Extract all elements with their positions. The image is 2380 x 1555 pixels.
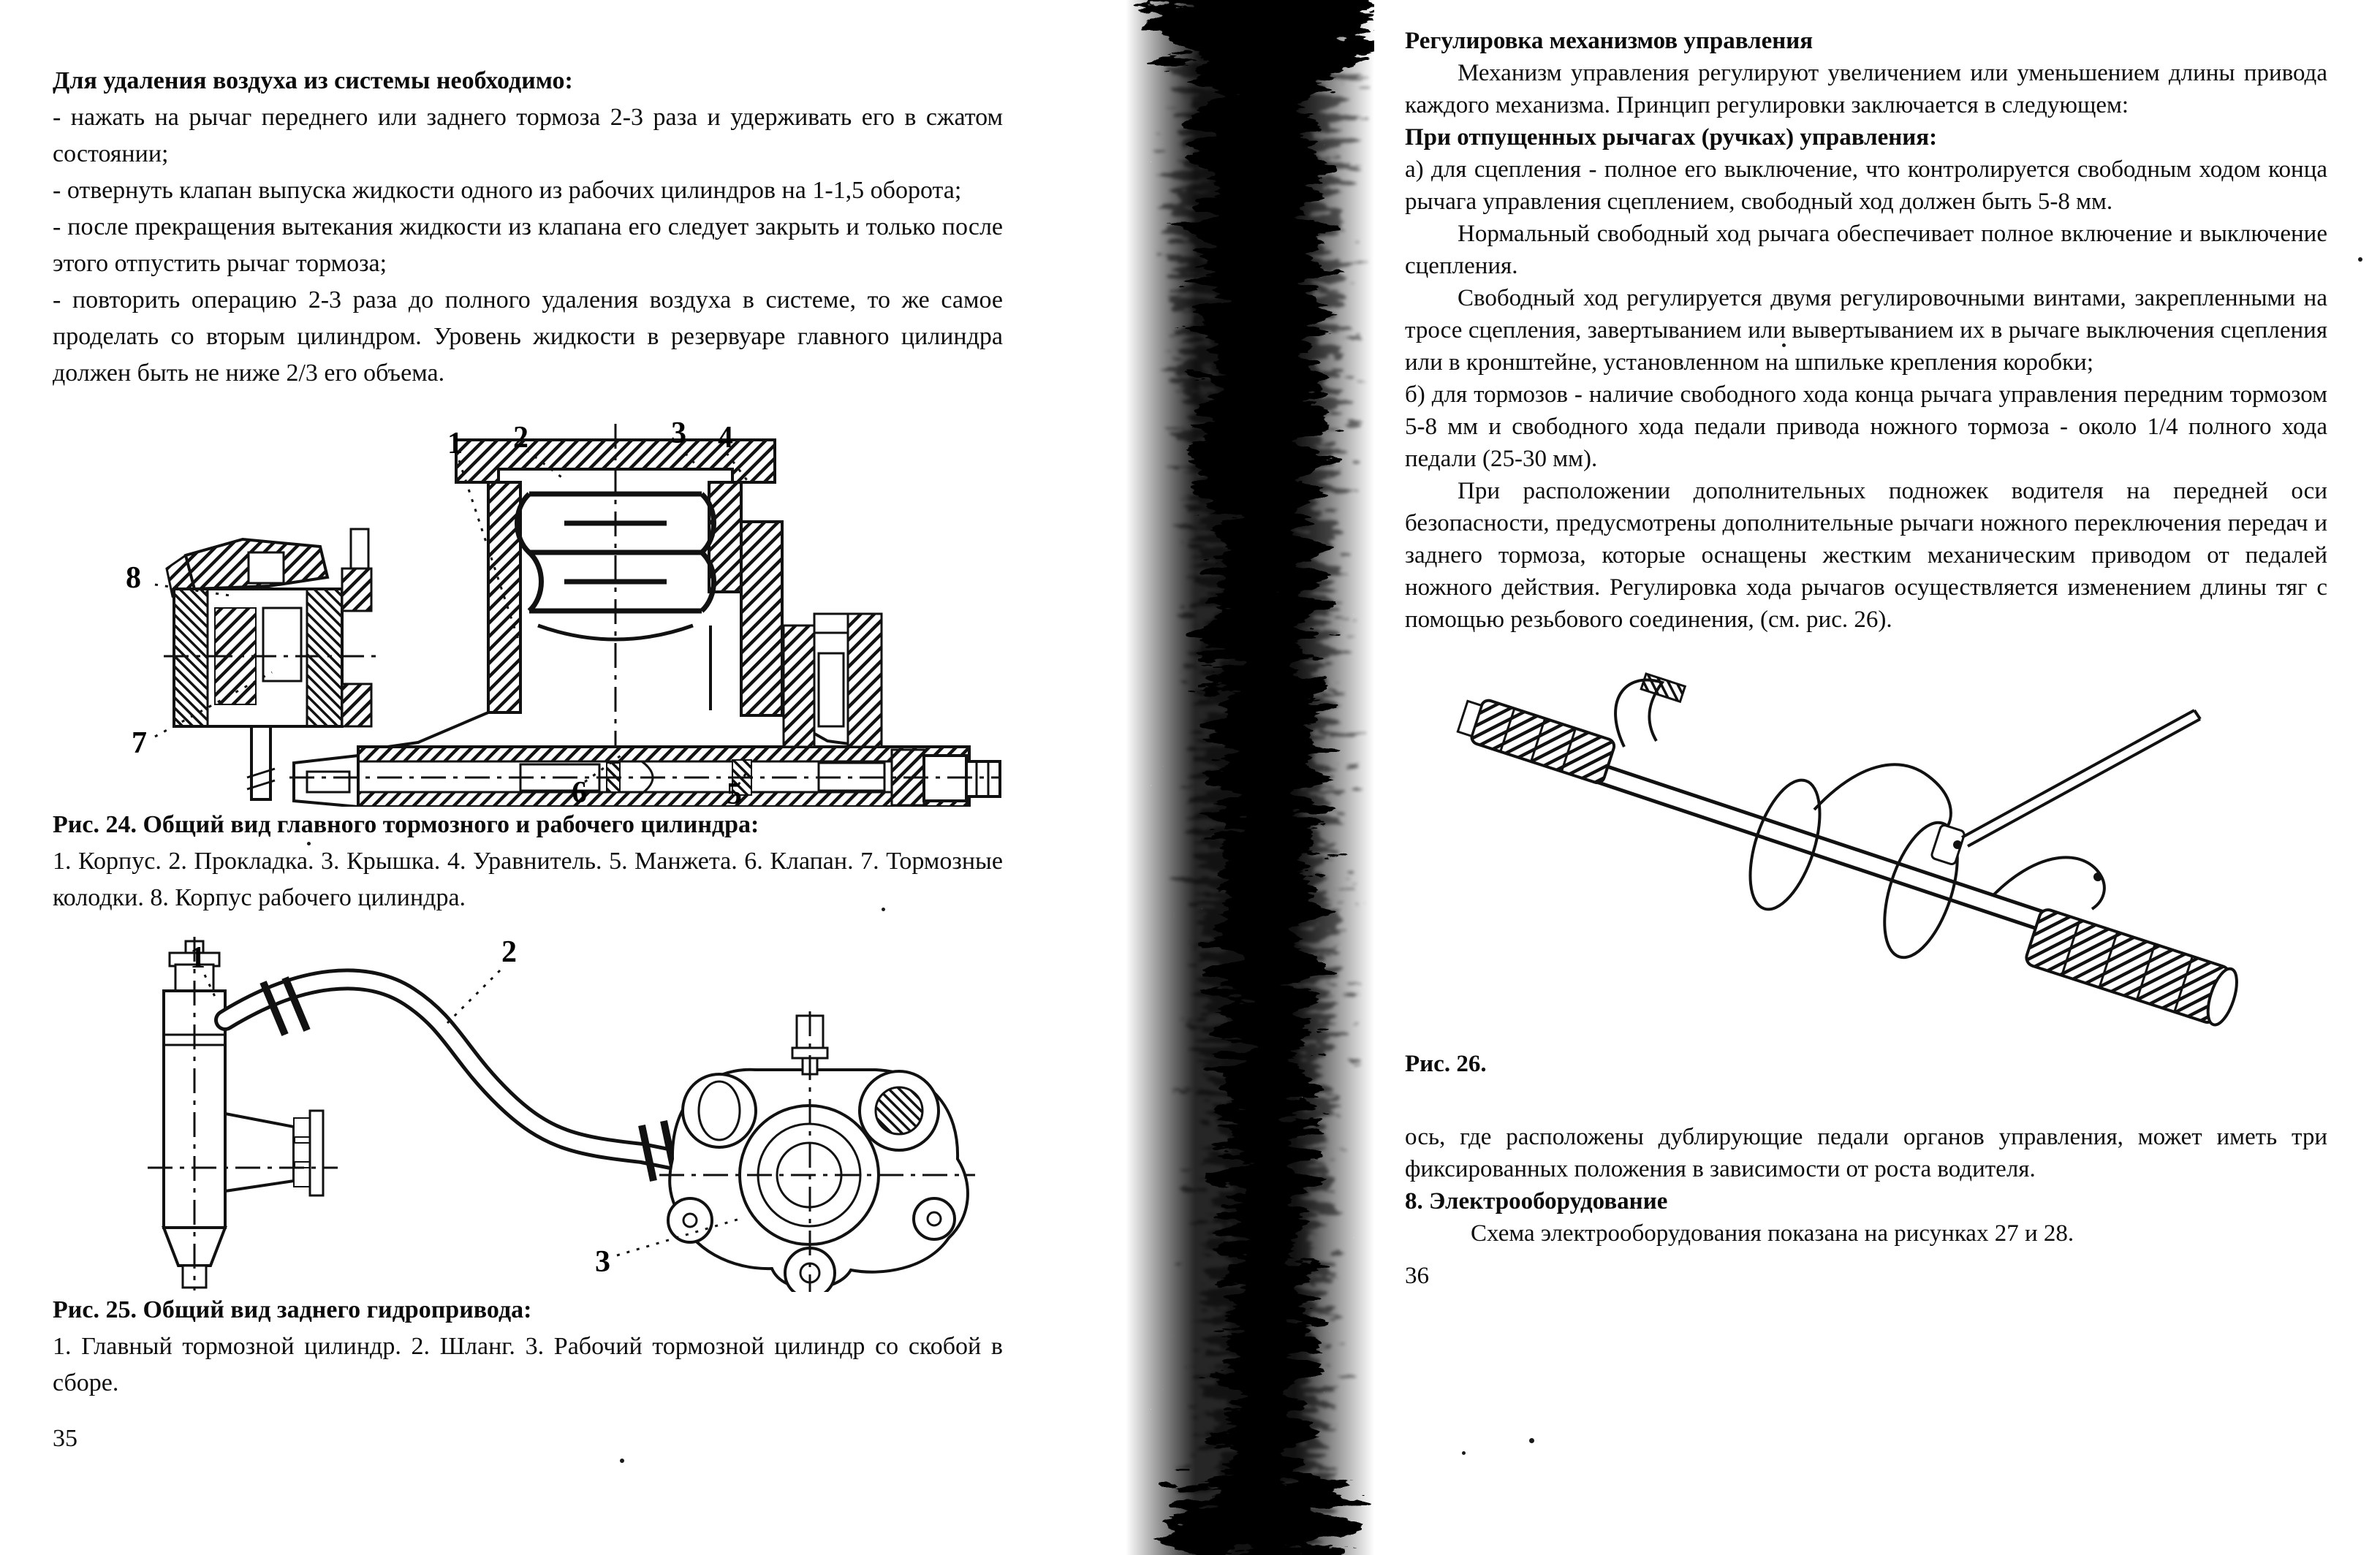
scan-speck — [307, 842, 311, 845]
bullet-repeat: - повторить операцию 2-3 раза до полного удаления воздуха в системе, то же самое проделать со вторым цилиндром. Уровень жидкости в резервуаре главного цилиндра должен быть не ниже 2/3 его объема. — [53, 286, 1003, 387]
fig24-callout-3: 3 — [671, 417, 686, 450]
para-normal-free-play: Нормальный свободный ход рычага обеспечивает полное включение и выключение сцепления. — [1405, 221, 2327, 279]
scan-speck — [620, 1459, 624, 1463]
left-intro-heading: Для удаления воздуха из системы необходимо: — [53, 67, 573, 94]
fig24-callout-5: 5 — [727, 778, 742, 807]
scan-speck — [1782, 343, 1786, 347]
left-grip — [1456, 694, 1616, 785]
scan-speck — [882, 908, 885, 911]
right-page-number: 36 — [1405, 1263, 1429, 1289]
para-wiring-diagram: Схема электрооборудования показана на рисунках 27 и 28. — [1471, 1220, 2074, 1247]
para-mechanism-adjust: Механизм управления регулируют увеличением или уменьшением длины привода каждого механизма. Принцип регулировки заключается в следующем: — [1405, 60, 2327, 118]
para-free-play-adjust: Свободный ход регулируется двумя регулировочными винтами, закрепленными на тросе сцепления, завертыванием или вывертыванием их в рычаге выключения сцепления или в кронштейне, установленном на шпильке крепления коробки; — [1405, 285, 2327, 376]
bullet-close-valve: - после прекращения вытекания жидкости из клапана его следует закрыть и только после этого отпустить рычаг тормоза; — [53, 213, 1003, 277]
rear-caliper — [659, 1011, 975, 1292]
left-pedal — [1641, 674, 1685, 702]
binding-gutter-shadow — [1126, 0, 1374, 1555]
para-released-levers: При отпущенных рычагах (ручках) управления: — [1405, 124, 1938, 151]
figure-24-drawing — [53, 412, 1003, 807]
fig25-callout-1: 1 — [190, 941, 205, 975]
fig24-callout-2: 2 — [513, 421, 528, 455]
fig24-callout-8: 8 — [126, 561, 141, 595]
fig24-callout-6: 6 — [572, 776, 587, 807]
scan-speck — [1529, 1438, 1534, 1443]
pivot-screw-rear — [2093, 872, 2102, 881]
right-grip — [2024, 908, 2243, 1028]
chapter-8-heading: 8. Электрооборудование — [1405, 1188, 1668, 1214]
left-page — [53, 63, 1003, 1457]
figure-24-caption: Рис. 24. Общий вид главного тормозного и рабочего цилиндра: — [53, 811, 759, 838]
bullet-open-valve: - отвернуть клапан выпуска жидкости одного из рабочих цилиндров на 1-1,5 оборота; — [53, 177, 962, 204]
figure-26-drawing — [1405, 653, 2327, 1048]
fig24-callout-4: 4 — [718, 421, 733, 455]
fig25-callout-3: 3 — [595, 1245, 610, 1279]
fig24-callout-7: 7 — [132, 726, 147, 760]
scan-speck — [2358, 257, 2362, 262]
figure-25-caption: Рис. 25. Общий вид заднего гидропривода: — [53, 1296, 532, 1323]
figure-26-caption: Рис. 26. — [1405, 1051, 1487, 1077]
para-extra-footpegs: При расположении дополнительных подножек водителя на передней оси безопасности, предусмотрены дополнительные рычаги ножного переключения передач и заднего тормоза, которые оснащены жестким механическим приводом от педалей ножного действия. Регулировка хода рычагов осуществляется изменением длины тяг с помощью резьбового соединения, (см. рис. 26). — [1405, 478, 2327, 633]
master-cylinder-section — [289, 424, 1001, 807]
right-section-title: Регулировка механизмов управления — [1405, 28, 1814, 54]
item-a-clutch: а) для сцепления - полное его выключение, что контролируется свободным ходом конца рычага управления сцеплением, свободный ход должен быть 5-8 мм. — [1405, 156, 2327, 215]
adjusting-rod — [1962, 710, 2200, 846]
item-b-brakes: б) для тормозов - наличие свободного хода конца рычага управления передним тормозом 5-8 мм и свободного хода педали привода ножного тормоза - около 1/4 полного хода педали (25-30 мм). — [1405, 381, 2327, 472]
para-axis-positions: ось, где расположены дублирующие педали органов управления, может иметь три фиксированных положения в зависимости от роста водителя. — [1405, 1124, 2327, 1182]
bullet-press-lever: - нажать на рычаг переднего или заднего тормоза 2-3 раза и удерживать его в сжатом состоянии; — [53, 104, 1003, 167]
fig25-callout-2: 2 — [501, 935, 517, 969]
pivot-screw-front — [1953, 840, 1962, 849]
left-page-number: 35 — [53, 1425, 77, 1452]
figure-25-legend: 1. Главный тормозной цилиндр. 2. Шланг. 3. Рабочий тормозной цилиндр со скобой в сборе. — [53, 1333, 1003, 1396]
figure-25-drawing — [53, 927, 1003, 1292]
scan-speck — [1462, 1451, 1466, 1455]
figure-24-legend: 1. Корпус. 2. Прокладка. 3. Крышка. 4. Уравнитель. 5. Манжета. 6. Клапан. 7. Тормозные колодки. 8. Корпус рабочего цилиндра. — [53, 848, 1003, 911]
fig24-callout-1: 1 — [447, 427, 463, 460]
right-page — [1405, 25, 2327, 1292]
